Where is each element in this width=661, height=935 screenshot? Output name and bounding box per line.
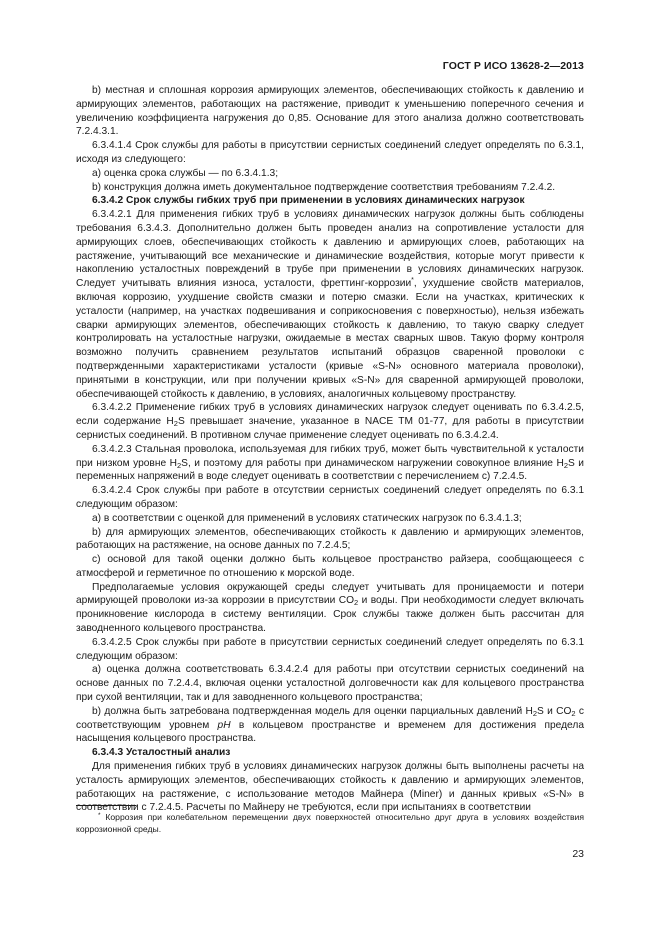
footnote-marker: * (98, 812, 101, 819)
document-body (76, 84, 584, 815)
footnote: * Коррозия при колебательном перемещении двух поверхностей относительно друг друга в условиях воздействия коррозионной среды. (76, 812, 584, 834)
section-heading-6-3-4-2: 6.3.4.2 Срок службы гибких труб при применении в условиях динамических нагрузок (92, 195, 525, 207)
paragraph-6-3-4-2-5: 6.3.4.2.5 Срок службы при работе в присутствии сернистых соединений следует определять по 6.3.1 следующим образом: (76, 636, 584, 662)
list-item-c: с) основой для такой оценки должно быть кольцевое пространство райзера, сообщающееся с атмосферой и герметичное по отношению к морской воде. (76, 554, 584, 579)
paragraph-6-3-4-1-4: 6.3.4.1.4 Срок службы для работы в присутствии сернистых соединений следует определять по 6.3.1, исходя из следующего: (76, 140, 584, 165)
footnote-divider (76, 805, 136, 806)
document-header-title: ГОСТ Р ИСО 13628-2—2013 (442, 60, 584, 72)
paragraph-item-b: b) местная и сплошная коррозия армирующих элементов, обеспечивающих стойкость к давлению и армирующих элементов, работающих на растяжение, приводит к уменьшению поперечного сечения и увеличению коэффициента нагружения до 0,85. Основание для этого анализа должно соответствовать 7.2.4.3.1. (76, 85, 584, 138)
paragraph-6-3-4-2-4: 6.3.4.2.4 Срок службы при работе в отсутствии сернистых соединений следует определять по 6.3.1 следующим образом: (76, 485, 584, 510)
paragraph-6-3-4-2-2: 6.3.4.2.2 Применение гибких труб в условиях динамических нагрузок следует оценивать по 6.3.4.2.5, если содержание $H_2S$ превышает значение, указанное в NACE TM 01-77, для работы в присутствии сернистых соединений. В противном случае применение следует оценивать по 6.3.4.2.4. (76, 402, 584, 441)
list-item-a: а) оценка должна соответствовать 6.3.4.2.4 для работы при отсутствии сернистых соединений на основе данных по 7.2.4.4, включая оценки усталостной долговечности как для кольцевого пространства при сухой вентиляции, так и для заводненного кольцевого пространства; (76, 664, 584, 704)
page-number: 23 (572, 848, 584, 860)
list-item-b: b) конструкция должна иметь документальное подтверждение соответствия требованиям 7.2.4.2. (92, 181, 556, 193)
paragraph-environment: Предполагаемые условия окружающей среды следует учитывать для проницаемости и потери армирующей проволоки из-за коррозии в присутствии $CO_2$ и воды. При необходимости следует включать проникновение кислорода в систему вентиляции. Срок службы также должен быть рассчитан для заводненного кольцевого пространства. (76, 581, 584, 635)
paragraph-fatigue-analysis: Для применения гибких труб в условиях динамических нагрузок должны быть выполнены расчеты на усталость армирующих элементов, обеспечивающих стойкость к давлению и армирующих элементов, работающих на растяжение, с использование методов Майнера (Miner) и данных кривых «S-N» в соответствии с 7.2.4.5. Расчеты по Майнеру не требуются, если при испытаниях в соответствии (76, 761, 584, 814)
section-heading-6-3-4-3: 6.3.4.3 Усталостный анализ (92, 747, 231, 759)
paragraph-6-3-4-2-3: 6.3.4.2.3 Стальная проволока, используемая для гибких труб, может быть чувствительной к усталости при низком уровне $H_2S$, и поэтому для работы при динамическом нагружении совокупное влияние $H_2S$ и переменных напряжений в воде следует оценивать в соответствии с перечислением с) 7.2.4.5. (76, 443, 584, 483)
list-item-b: b) должна быть затребована подтвержденная модель для оценки парциальных давлений $H_2S$ и $CO_2$ с соответствующим уровнем pH в кольцевом пространстве и временем для достижения предела насыщения кольцевого пространства. (76, 705, 584, 745)
list-item-b: b) для армирующих элементов, обеспечивающих стойкость к давлению и армирующих элементов, работающих на растяжение, на основе данных по 7.2.4.5; (76, 526, 584, 552)
paragraph-6-3-4-2-1: 6.3.4.2.1 Для применения гибких труб в условиях динамических нагрузок должны быть соблюдены требования 6.3.4.3. Дополнительно должен быть проведен анализ на сопротивление усталости для армирующих слоев, обеспечивающих стойкость к давлению и армирующих слоев, работающих на растяжение, учитывающий все механические и динамические воздействия, которые могут привести к накоплению усталостных повреждений в трубе при применении в условиях динамических нагрузок. Следует учитывать влияния износа, усталости, фреттинг-коррозии*, ухудшение свойств материалов, включая коррозию, ухудшение свойств смазки и потерю смазки. Если на участках, критических к усталости (например, на участках подвешивания и соприкосновения с поверхностью), нельзя избежать сварки армирующих элементов, обеспечивающих стойкость к давлению, то такую сварку следует контролировать на усталостные нагрузки, ожидаемые в местах сварных швов. Такую форму контроля возможно получить сравнением результатов испытаний образцов сваренной проволоки с подтвержденными характеристиками усталости (кривые «S-N» основного материала проволоки), принятыми в конструкции, или при получении кривых «S-N» для сваренной армирующей проволоки, обеспечивающей стойкость к давлению, в условиях, аналогичных кольцевому пространству. (76, 209, 584, 400)
list-item-a: а) в соответствии с оценкой для применений в условиях статических нагрузок по 6.3.4.1.3; (92, 512, 522, 524)
list-item-a: а) оценка срока службы — по 6.3.4.1.3; (92, 167, 279, 179)
footnote-ref-marker: * (411, 277, 414, 285)
